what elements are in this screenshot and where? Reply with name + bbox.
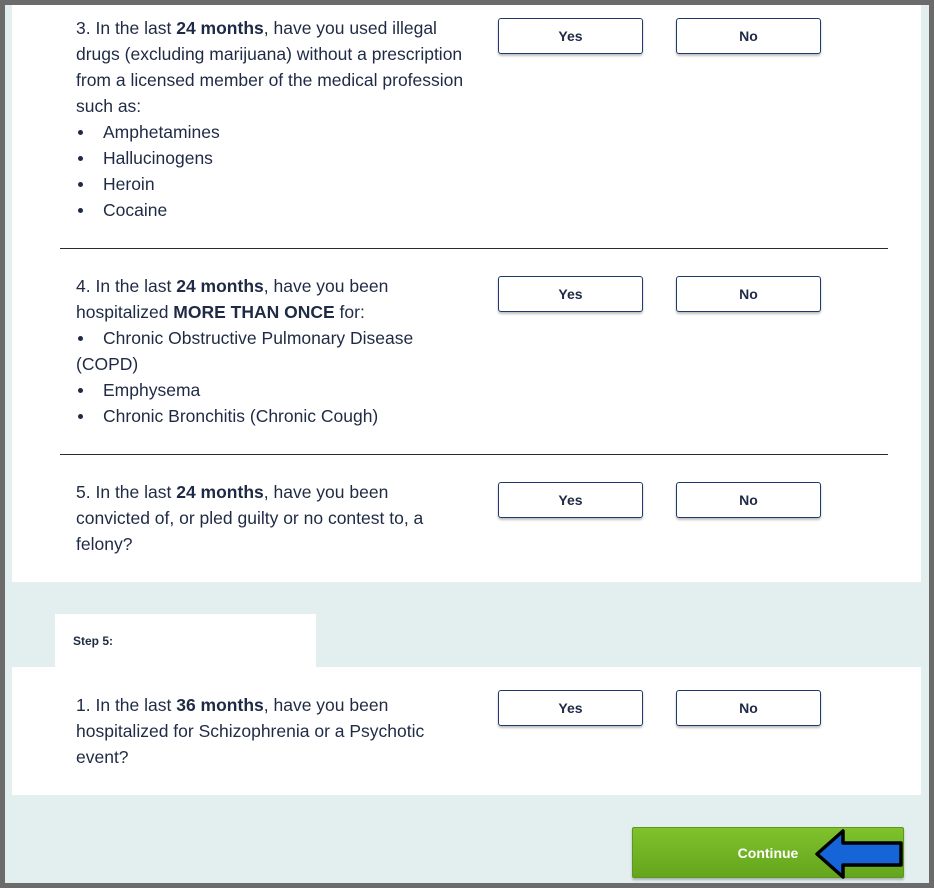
list-item: Emphysema: [76, 377, 466, 403]
question-4-no-button[interactable]: No: [676, 276, 821, 312]
continue-button[interactable]: Continue: [632, 827, 904, 878]
list-item: Chronic Bronchitis (Chronic Cough): [76, 403, 466, 429]
step-5-question-1-prefix: In the last: [95, 695, 177, 715]
question-4-text: [76, 273, 466, 429]
question-3-number: 3.: [76, 18, 91, 38]
step-5-question-1-no-button[interactable]: No: [676, 690, 821, 726]
question-5-bold: 24 months: [176, 482, 264, 502]
question-4-list: [76, 325, 466, 429]
question-4-bold2: MORE THAN ONCE: [173, 302, 335, 322]
question-3-list: [76, 119, 466, 223]
step-5-card: [12, 667, 921, 795]
step-5-question-1-text: [76, 692, 466, 770]
step-5-question-1-bold: 36 months: [176, 695, 264, 715]
question-3-text: [76, 15, 466, 223]
step-5-tab: [55, 614, 316, 668]
step-5-question-1-number: 1.: [76, 695, 91, 715]
step-5-question-1-suffix: , have you been hospitalized for Schizophrenia or a Psychotic event?: [76, 695, 425, 767]
question-4-prefix: In the last: [95, 276, 177, 296]
question-5-yes-button[interactable]: Yes: [498, 482, 643, 518]
questions-card: [12, 5, 921, 582]
question-3-suffix: , have you used illegal drugs (excluding marijuana) without a prescription from a licensed member of the medical profession such as:: [76, 18, 464, 116]
question-4-yes-button[interactable]: Yes: [498, 276, 643, 312]
question-3-prefix: In the last: [95, 18, 177, 38]
step-5-question-1-yes-button[interactable]: Yes: [498, 690, 643, 726]
left-arrow-icon: [813, 828, 905, 880]
question-4-suffix: for:: [334, 302, 365, 322]
question-5-prefix: In the last: [95, 482, 177, 502]
list-item: Chronic Obstructive Pulmonary Disease: [76, 325, 466, 351]
question-5-number: 5.: [76, 482, 91, 502]
question-4-middle: , have you been hospitalized: [76, 276, 389, 322]
question-5-suffix: , have you been convicted of, or pled guilty or no contest to, a felony?: [76, 482, 424, 554]
list-item: Hallucinogens: [76, 145, 466, 171]
question-5-text: [76, 479, 466, 557]
question-4-bold: 24 months: [176, 276, 264, 296]
question-3-no-button[interactable]: No: [676, 18, 821, 54]
question-5-no-button[interactable]: No: [676, 482, 821, 518]
list-item: Amphetamines: [76, 119, 466, 145]
question-4-number: 4.: [76, 276, 91, 296]
question-3-bold: 24 months: [176, 18, 264, 38]
question-3-yes-button[interactable]: Yes: [498, 18, 643, 54]
list-item: Heroin: [76, 171, 466, 197]
list-item: Cocaine: [76, 197, 466, 223]
divider: [60, 248, 888, 249]
list-item: (COPD): [76, 354, 139, 374]
divider: [60, 454, 888, 455]
step-5-label: Step 5:: [73, 634, 114, 648]
